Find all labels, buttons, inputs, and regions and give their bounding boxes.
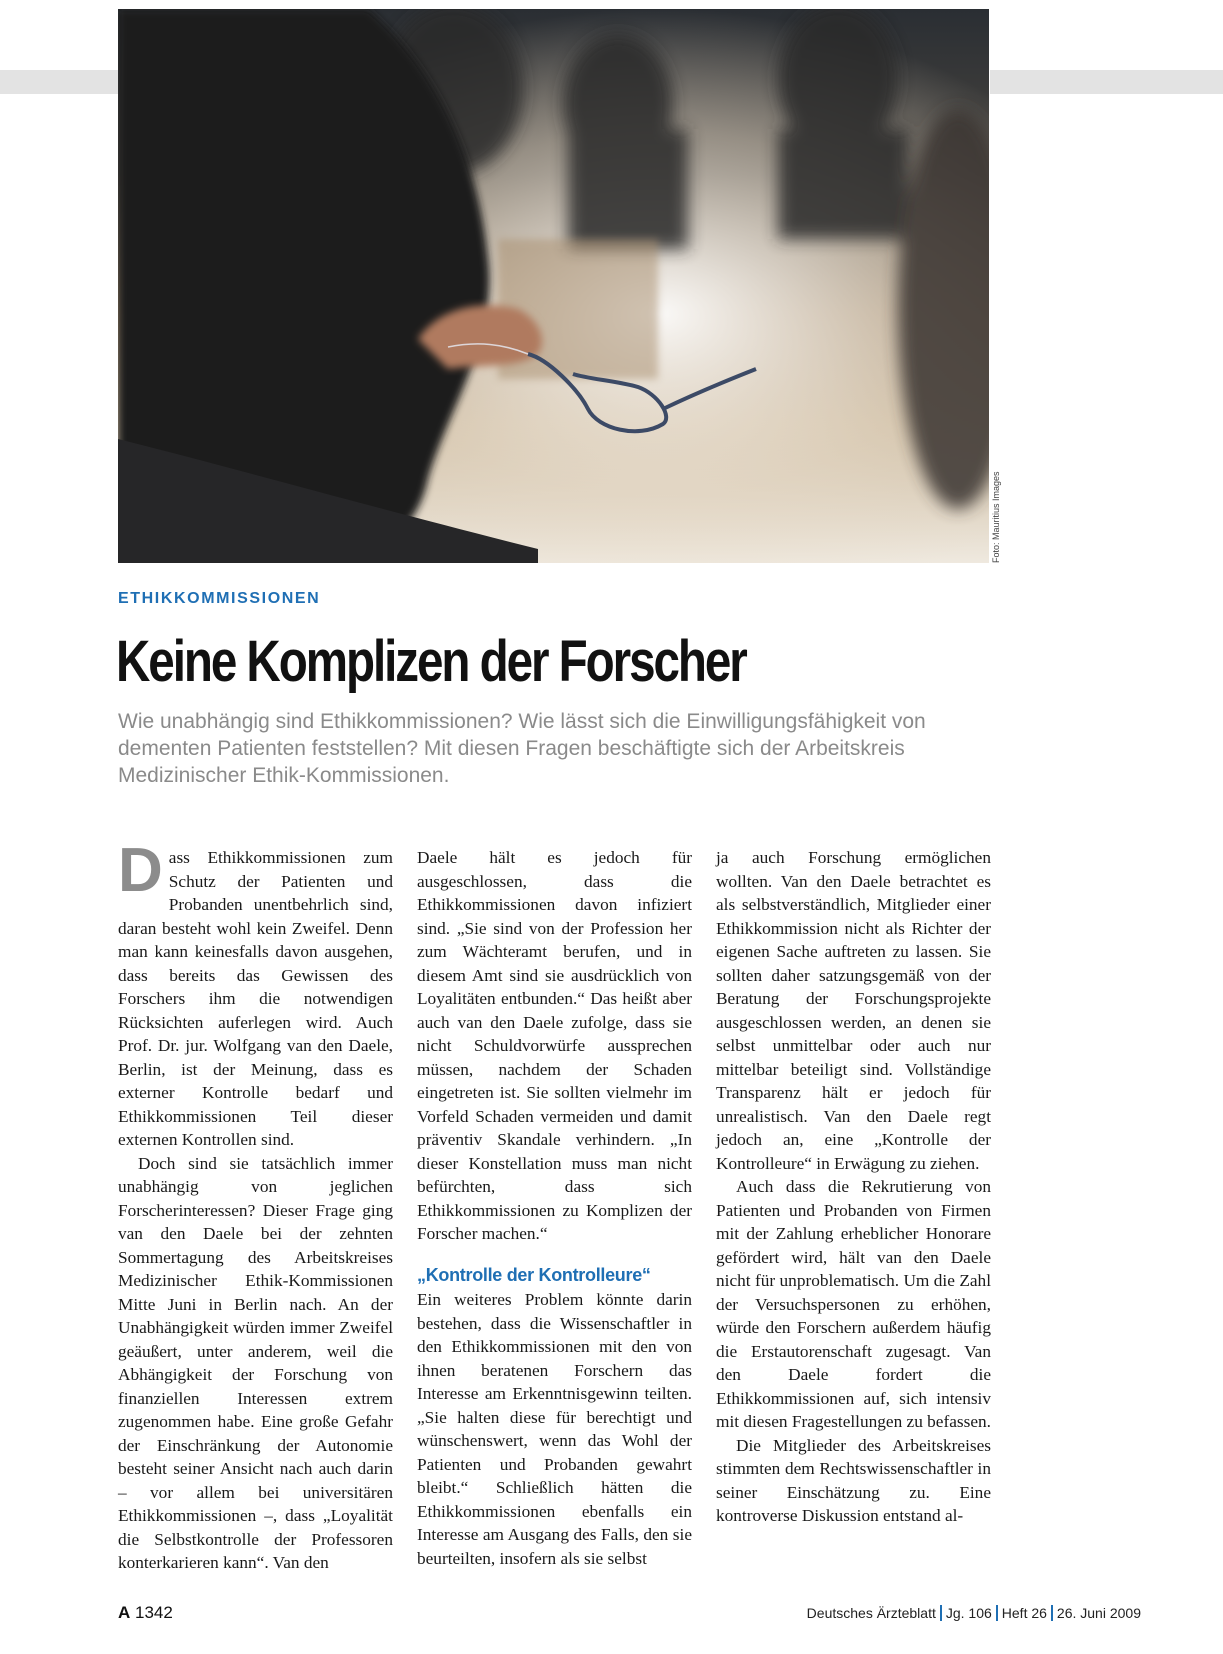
article-rubric: ETHIKKOMMISSIONEN — [118, 590, 321, 607]
text-column-1 — [118, 836, 393, 1575]
text-column-3 — [716, 846, 991, 1528]
page-number-value: 1342 — [135, 1603, 173, 1622]
decorative-band-right — [990, 70, 1223, 94]
paragraph: Auch dass die Rekrutierung von Patienten und Probanden von Firmen mit der Zahlung erheblicher Honorare gefördert wird, hält van den Daele nicht für unproblematisch. Um die Zahl der Versuchspersonen zu erhöhen, würde den Forschern außerdem häufig die Erstautorenschaft zugesagt. Van den Daele fordert die Ethikkommissionen auf, sich intensiv mit diesen Fragestellungen zu befassen. — [716, 1177, 991, 1431]
article-subheading: „Kontrolle der Kontrolleure“ — [417, 1264, 651, 1285]
paragraph: Daele hält es jedoch für ausgeschlossen, dass die Ethikkommissionen davon infiziert sind. „Sie sind von der Profession her zum Wächteramt berufen, und in diesem Amt sind sie ausdrücklich von Loyalitäten entbunden.“ Das heißt aber auch van den Daele zufolge, dass sie nicht Schuldvorwürfe aussprechen müssen, nachdem der Schaden eingetreten ist. Sie sollten vielmehr im Vorfeld Schaden vermeiden und damit präventiv Skandale verhindern. „In dieser Konstellation muss man nicht befürchten, dass sich Ethikkommissionen zu Komplizen der Forscher machen.“ — [417, 848, 692, 1243]
paragraph: Die Mitglieder des Arbeitskreises stimmten dem Rechtswissenschaftler in seiner Einschätzung zu. Eine kontroverse Diskussion entstand al- — [716, 1435, 991, 1525]
journal-name: Deutsches Ärzteblatt — [806, 1605, 936, 1621]
page-number — [118, 1603, 173, 1623]
paragraph-text: ass Ethikkommissionen zum Schutz der Patienten und Probanden unentbehrlich sind, daran besteht wohl kein Zweifel. Denn man kann keinesfalls davon ausgehen, dass bereits das Gewissen des Forschers ihm die notwendigen Rücksichten auferlegen wird. Auch Prof. Dr. jur. Wolfgang van den Daele, Berlin, ist der Meinung, dass es externer Kontrolle bedarf und Ethikkommissionen Teil dieser externen Kontrollen sind. — [118, 848, 393, 1149]
paragraph: Ein weiteres Problem könnte darin bestehen, dass die Wissenschaftler in den Ethikkommissionen mit den von ihnen beratenen Forschern das Interesse am Erkenntnisgewinn teilten. „Sie halten diese für berechtigt und wünschenswert, wenn das Wohl der Patienten und Probanden gewahrt bleibt.“ Schließlich hätten die Ethikkommissionen ebenfalls ein Interesse am Ausgang des Falls, den sie beurteilten, insofern als sie selbst — [417, 1290, 692, 1568]
footer-separator — [1051, 1605, 1053, 1621]
paragraph — [118, 836, 393, 1152]
page-prefix: A — [118, 1603, 131, 1622]
photo-illustration — [118, 9, 989, 563]
journal-footer — [807, 1605, 1141, 1621]
journal-issue: Heft 26 — [1001, 1605, 1047, 1621]
journal-volume: Jg. 106 — [945, 1605, 992, 1621]
text-column-2 — [417, 846, 692, 1570]
photo-credit: Foto: Mauritius Images — [991, 471, 1001, 563]
article-headline: Keine Komplizen der Forscher — [116, 629, 746, 694]
article-photo — [118, 9, 989, 563]
paragraph: Doch sind sie tatsächlich immer unabhängig von jeglichen Forscherinteressen? Dieser Frage ging van den Daele bei der zehnten Sommertagung des Arbeitskreises Medizinischer Ethik-Kommissionen Mitte Juni in Berlin nach. An der Unabhängigkeit würden immer Zweifel geäußert, unter anderem, weil die Abhängigkeit der Forschung von finanziellen Interessen extrem zugenommen habe. Eine große Gefahr der Einschränkung der Autonomie besteht seiner Ansicht nach auch darin – vor allem bei universitären Ethikkommissionen –, dass „Loyalität die Selbstkontrolle der Professoren konterkarieren kann“. Van den — [118, 1153, 393, 1572]
journal-date: 26. Juni 2009 — [1056, 1605, 1141, 1621]
article-lead: Wie unabhängig sind Ethikkommissionen? Wie lässt sich die Einwilligungsfähigkeit von dementen Patienten feststellen? Mit diesen Fragen beschäftigte sich der Arbeitskreis Medizinischer Ethik-Kommissionen. — [118, 710, 926, 787]
footer-separator — [940, 1605, 942, 1621]
decorative-band-left — [0, 70, 118, 94]
paragraph: ja auch Forschung ermöglichen wollten. Van den Daele betrachtet es als selbstverständlich, Mitglieder einer Ethikkommission nicht als Richter der eigenen Sache auftreten zu lassen. Sie sollten daher satzungsgemäß von der Beratung der Forschungsprojekte ausgeschlossen werden, an denen sie selbst unmittelbar oder auch nur mittelbar beteiligt sind. Vollständige Transparenz hält er jedoch für unrealistisch. Van den Daele regt jedoch an, eine „Kontrolle der Kontrolleure“ in Erwägung zu ziehen. — [716, 848, 991, 1173]
drop-cap: D — [118, 836, 163, 905]
footer-separator — [996, 1605, 998, 1621]
